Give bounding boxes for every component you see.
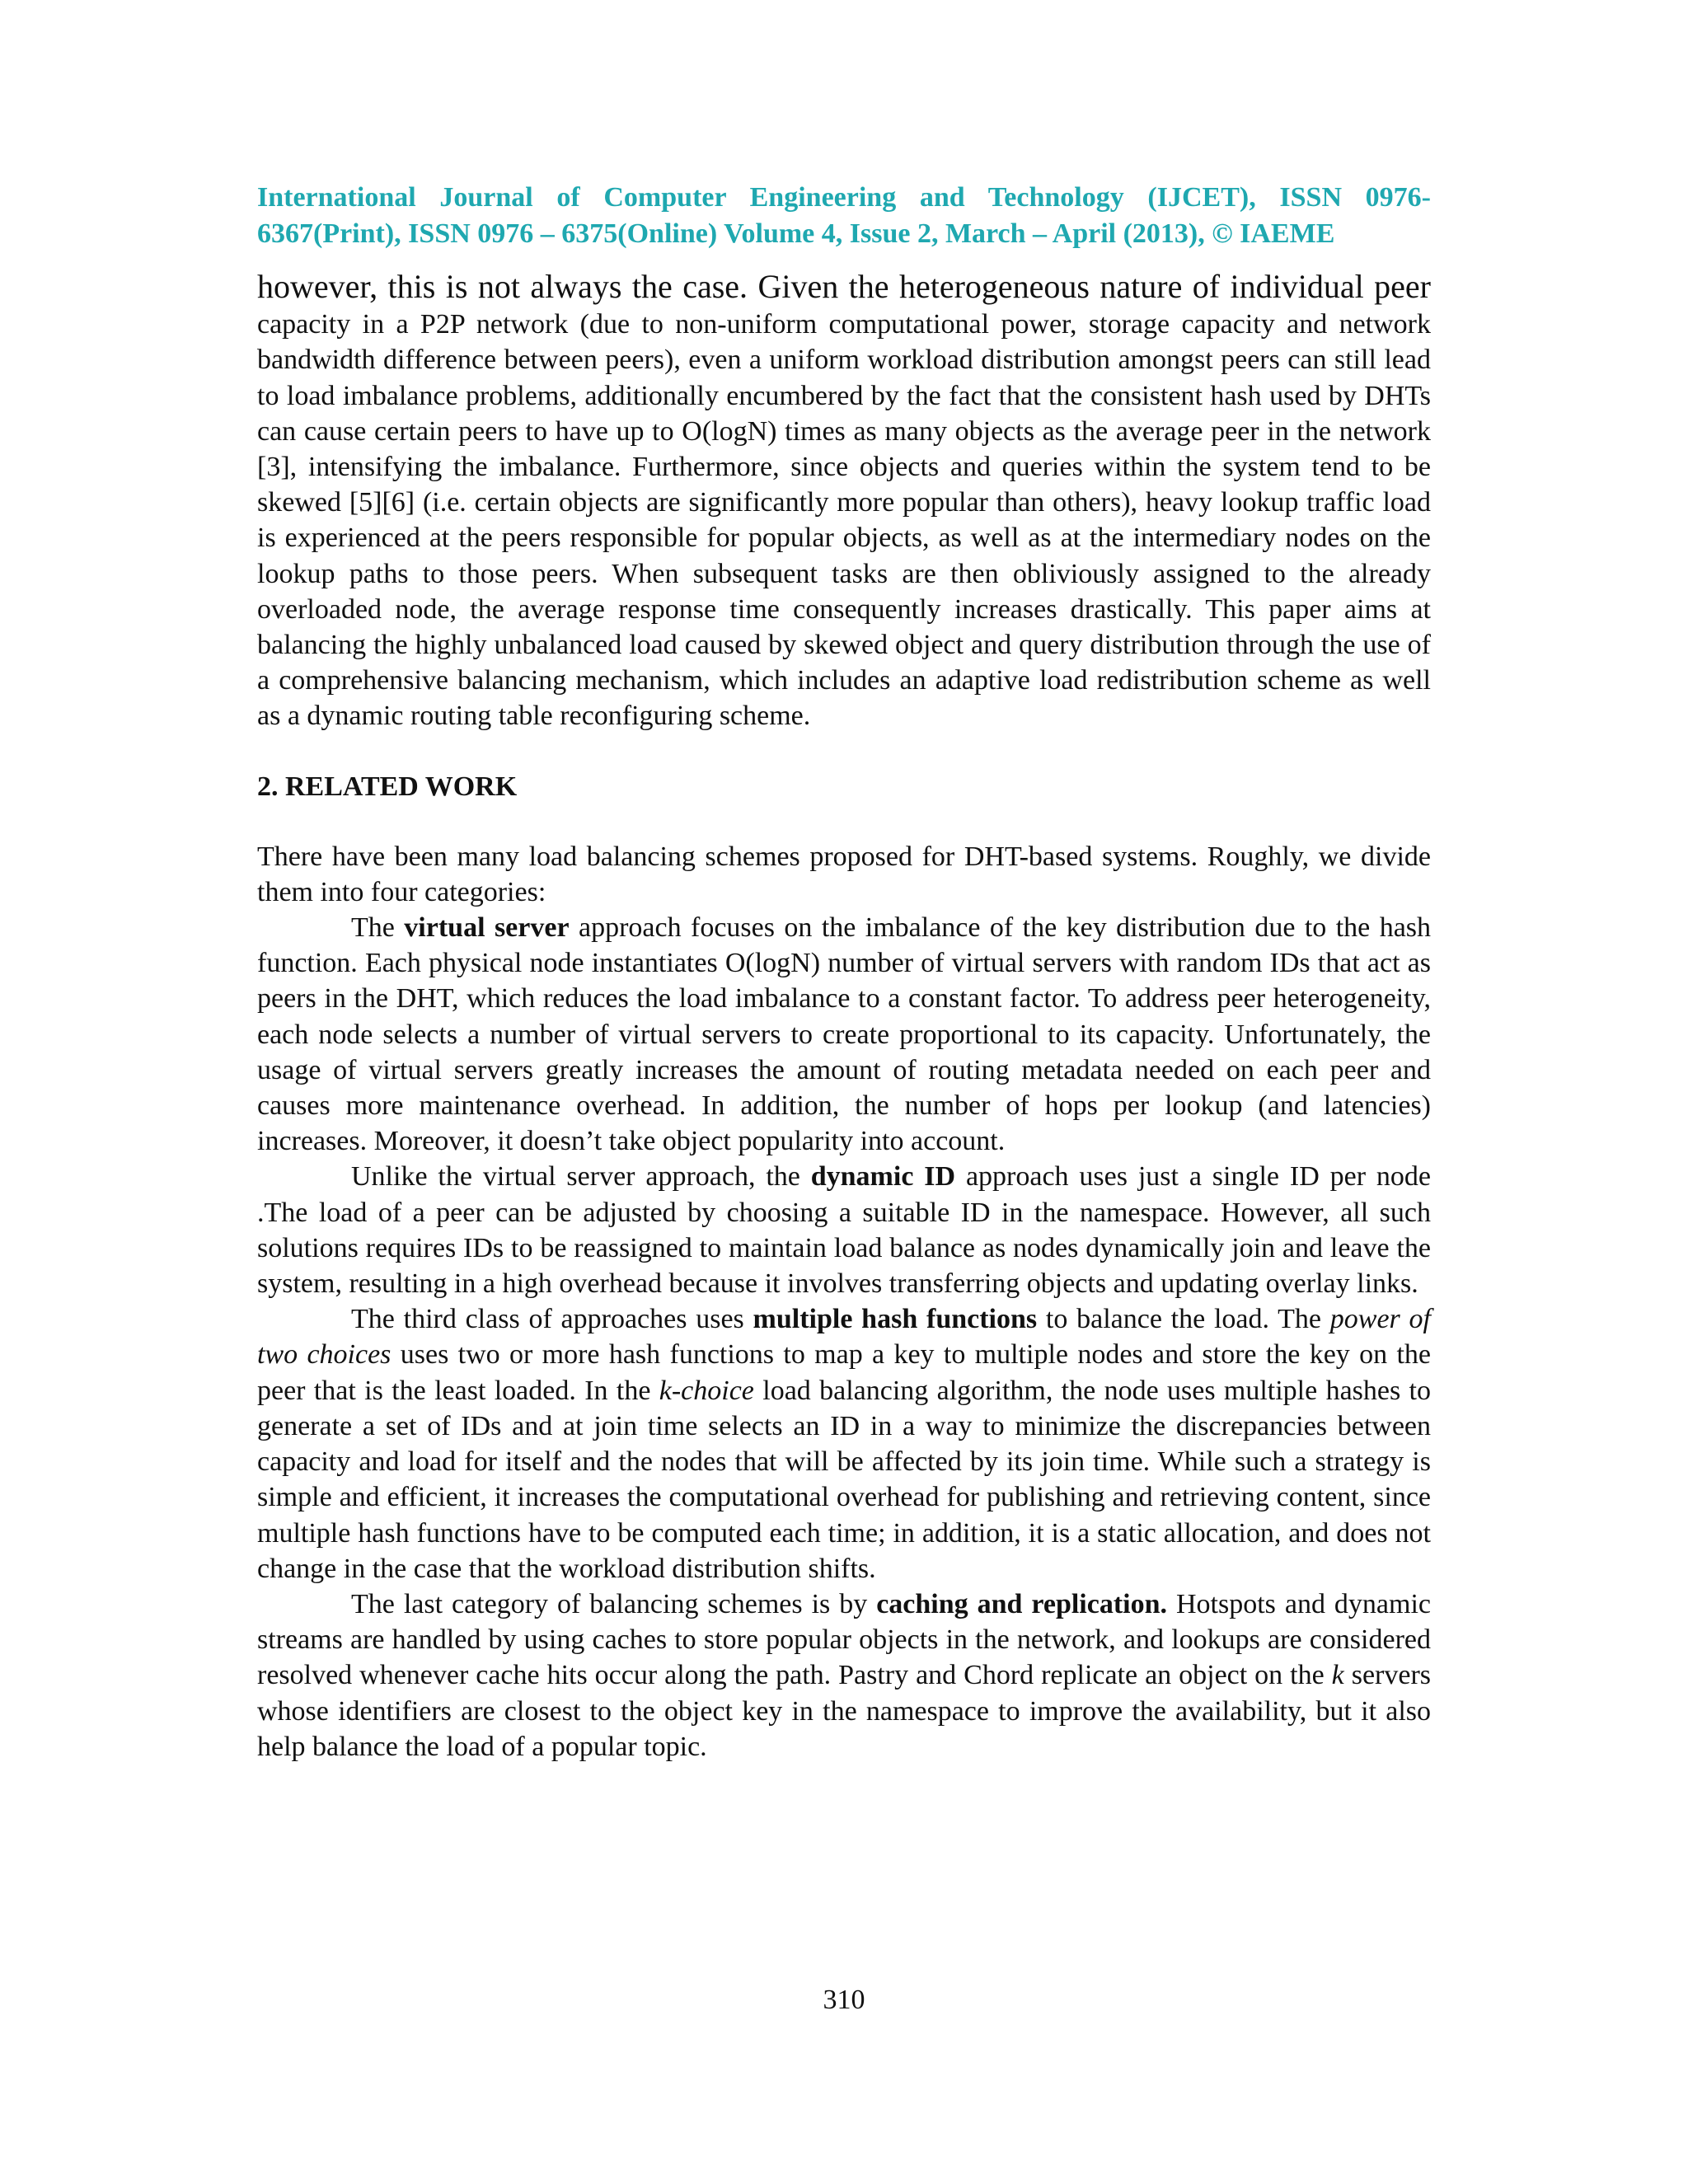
journal-header [257,180,1431,252]
page-number: 310 [823,1985,865,2015]
page-content [257,180,1431,1765]
text-run: servers whose identifiers are closest to the object key in the namespace to improve the availability, but it also help balance the load of a popular topic. [257,1660,1432,1762]
text-run: The [351,912,405,944]
term-k: k [1331,1660,1344,1691]
intro-paragraph [257,269,1431,734]
related-work-paragraph-virtual-server [257,910,1431,1159]
journal-header-line-1: International Journal of Computer Engineering and Technology (IJCET), ISSN 0976- [257,182,1431,213]
text-run: Unlike the virtual server approach, the [351,1161,811,1193]
related-work-paragraph-1: There have been many load balancing schemes proposed for DHT-based systems. Roughly, we divide them into four categories: [257,841,1431,907]
term-multiple-hash-functions: multiple hash functions [753,1304,1038,1335]
term-k-choice: k-choice [659,1375,754,1406]
text-run: The third class of approaches uses [351,1304,753,1335]
term-power-of-two-choices: power of two choices [257,1304,1431,1371]
text-run: The last category of balancing schemes is by [351,1588,877,1619]
text-run: to balance the load. The [1037,1304,1330,1335]
text-run: uses two or more hash functions to map a key to multiple nodes and store the key on the peer that is the least loaded. In the [257,1339,1432,1406]
text-run: approach focuses on the imbalance of the key distribution due to the hash function. Each physical node instantiates O(logN) number of virtual servers with random IDs that act as peers in the DHT, which reduces the load imbalance to a constant factor. To address peer heterogeneity, each node selects a number of virtual servers to create proportional to its capacity. Unfortunately, the usage of virtual servers greatly increases the amount of routing metadata needed on each peer and causes more maintenance overhead. In addition, the number of hops per lookup (and latencies) increases. Moreover, it doesn’t take object popularity into account. [257,912,1432,1157]
term-caching-and-replication: caching and replication. [876,1588,1168,1619]
related-work-paragraph-multiple-hash [257,1301,1431,1586]
intro-body-text: capacity in a P2P network (due to non-uniform computational power, storage capacity and network bandwidth difference between peers), even a uniform workload distribution amongst peers can still lead to load imbalance problems, additionally encumbered by the fact that the consistent hash used by DHTs can cause certain peers to have up to O(logN) times as many objects as the average peer in the network [3], intensifying the imbalance. Furthermore, since objects and queries within the system tend to be skewed [5][6] (i.e. certain objects are significantly more popular than others), heavy lookup traffic load is experienced at the peers responsible for popular objects, as well as at the intermediary nodes on the lookup paths to those peers. When subsequent tasks are then obliviously assigned to the already overloaded node, the average response time consequently increases drastically. This paper aims at balancing the highly unbalanced load caused by skewed object and query distribution through the use of a comprehensive balancing mechanism, which includes an adaptive load redistribution scheme as well as a dynamic routing table reconfiguring scheme. [257,309,1431,732]
term-virtual-server: virtual server [404,912,570,944]
term-dynamic-id: dynamic ID [810,1161,956,1193]
text-run: approach uses just a single ID per node .The load of a peer can be adjusted by choosing a suitable ID in the namespace. However, all such solutions requires IDs to be reassigned to maintain load balance as nodes dynamically join and leave the system, resulting in a high overhead because it involves transferring objects and updating overlay links. [257,1161,1431,1300]
related-work-paragraph-dynamic-id [257,1159,1431,1301]
section-heading: 2. RELATED WORK [257,771,518,802]
text-run: load balancing algorithm, the node uses multiple hashes to generate a set of IDs and at join time selects an ID in a way to minimize the discrepancies between capacity and load for itself and the nodes that will be affected by its join time. While such a strategy is simple and efficient, it increases the computational overhead for publishing and retrieving content, since multiple hash functions have to be computed each time; in addition, it is a static allocation, and does not change in the case that the workload distribution shifts. [257,1375,1432,1584]
journal-header-line-2: 6367(Print), ISSN 0976 – 6375(Online) Volume 4, Issue 2, March – April (2013), © IAEME [257,218,1335,249]
related-work-paragraph-caching [257,1586,1431,1765]
intro-lead-text: however, this is not always the case. Given the heterogeneous nature of individual peer [257,268,1431,305]
text-run: Hotspots and dynamic streams are handled by using caches to store popular objects in the network, and lookups are considered resolved whenever cache hits occur along the path. Pastry and Chord replicate an object on the [257,1588,1432,1691]
